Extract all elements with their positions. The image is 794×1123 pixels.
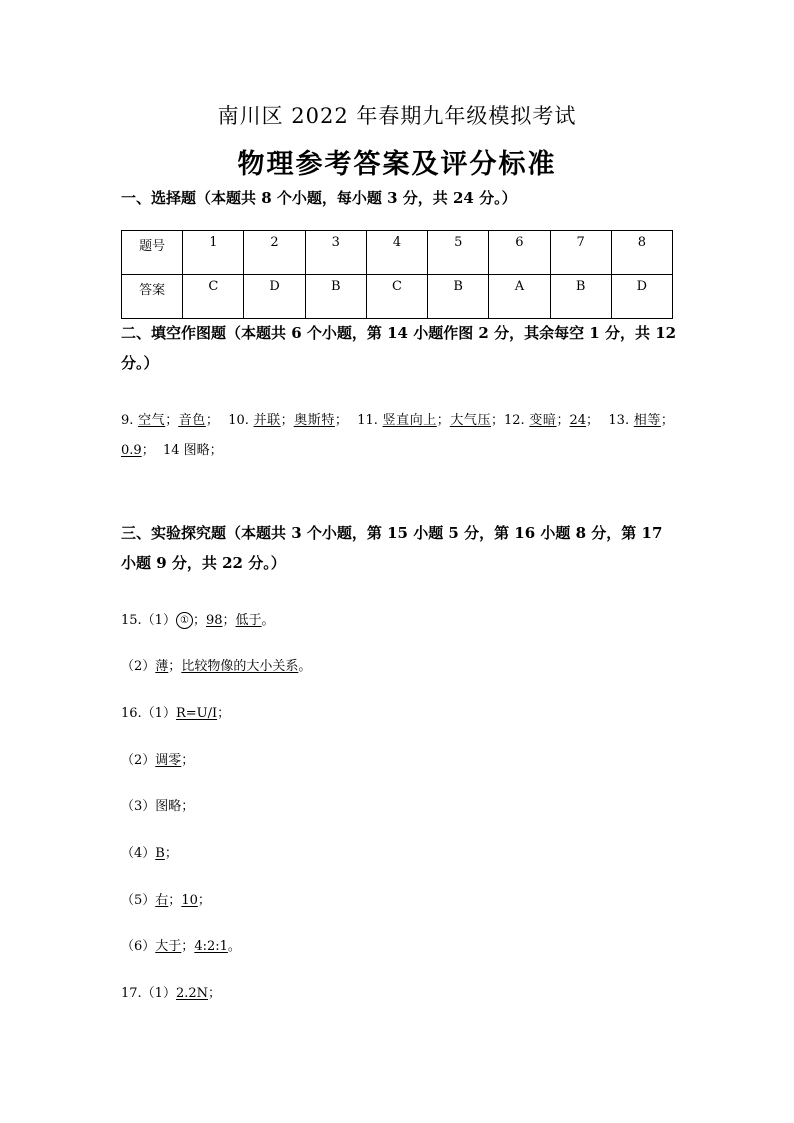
q16-6-label: （6） (121, 939, 156, 954)
table-cell: 8 (611, 231, 672, 275)
section3-heading: 三、实验探究题（本题共 3 个小题，第 15 小题 5 分，第 16 小题 8 分，第 17 小题 9 分，共 22 分。） (121, 524, 663, 572)
q16-part4: （4）B； (121, 846, 178, 861)
q17-part1: 17.（1）2.2N； (121, 986, 222, 1001)
q15-1-answer-c: 低于 (235, 613, 262, 628)
q13-answer-2: 0.9 (121, 443, 142, 458)
q12-answer-1: 变暗 (529, 413, 557, 428)
table-cell: C (183, 275, 244, 319)
q10-answer-2: 奥斯特 (293, 413, 335, 428)
q16-part5: （5）右；10； (121, 893, 211, 908)
table-cell: 3 (305, 231, 366, 275)
q15-part1: 15.（1） ① ；98；低于。 (121, 613, 275, 628)
q9-number: 9. (121, 413, 134, 428)
q11-answer-2: 大气压 (449, 413, 491, 428)
exam-title: 南川区 2022 年春期九年级模拟考试 (217, 104, 577, 128)
answer-key-title: 物理参考答案及评分标准 (237, 149, 557, 180)
table-cell: B (305, 275, 366, 319)
q16-part2: （2）调零； (121, 753, 195, 768)
answer-table (121, 230, 673, 319)
q16-part1: 16.（1）R=U/I； (121, 706, 231, 721)
table-cell: 4 (366, 231, 427, 275)
q13-answer-1: 相等 (633, 413, 661, 428)
table-cell: B (550, 275, 611, 319)
q13-number: 13. (608, 413, 630, 428)
row-label-number: 题号 (122, 231, 183, 275)
q16-1-label: 16.（1） (121, 706, 176, 721)
section1-heading: 一、选择题（本题共 8 个小题，每小题 3 分，共 24 分。） (121, 189, 517, 207)
q15-1-label: 15.（1） (121, 613, 176, 628)
q15-2-answer-b: 比较物像的大小关系 (181, 659, 299, 674)
q16-2-answer: 调零 (155, 753, 182, 768)
q16-part6: （6）大于；4:2:1。 (121, 939, 241, 954)
table-row-answers (122, 275, 673, 319)
q12-number: 12. (504, 413, 525, 428)
table-row-numbers (122, 231, 673, 275)
table-cell: 7 (550, 231, 611, 275)
q16-4-label: （4） (121, 846, 156, 861)
table-cell: D (244, 275, 305, 319)
table-cell: A (489, 275, 550, 319)
q17-1-answer: 2.2N (175, 986, 209, 1001)
table-cell: B (428, 275, 489, 319)
q17-1-label: 17.（1） (121, 986, 176, 1001)
q15-1-answer-b: 98 (205, 613, 223, 628)
q12-answer-2: 24 (569, 413, 587, 428)
table-cell: C (366, 275, 427, 319)
section2-answers: 9. 空气；音色； 10. 并联；奥斯特； 11. 竖直向上；大气压；12. 变暗；24； 13. 相等；0.9； 14 图略； (121, 413, 674, 458)
q16-6-answer-b: 4:2:1 (194, 939, 228, 954)
table-cell: 1 (183, 231, 244, 275)
q15-2-label: （2） (121, 659, 156, 674)
table-cell: 6 (489, 231, 550, 275)
q11-number: 11. (357, 413, 378, 428)
q16-5-answer-a: 右 (155, 893, 169, 908)
q15-part2: （2）薄；比较物像的大小关系。 (121, 659, 312, 674)
q16-5-label: （5） (121, 893, 156, 908)
q10-answer-1: 并联 (253, 413, 281, 428)
q16-4-answer: B (155, 846, 165, 861)
q9-answer-1: 空气 (138, 413, 166, 428)
section2-heading: 二、填空作图题（本题共 6 个小题，第 14 小题作图 2 分，其余每空 1 分，共 12 分。） (121, 324, 677, 372)
table-cell: 2 (244, 231, 305, 275)
q9-answer-2: 音色 (178, 413, 206, 428)
table-cell: D (611, 275, 672, 319)
q11-answer-1: 竖直向上 (382, 413, 437, 428)
q16-5-answer-b: 10 (181, 893, 198, 908)
q14-note: 14 图略； (162, 443, 223, 458)
q16-part3: （3）图略； (121, 799, 195, 814)
q15-2-answer-a: 薄 (155, 659, 169, 674)
row-label-answer: 答案 (122, 275, 183, 319)
table-cell: 5 (428, 231, 489, 275)
q10-number: 10. (228, 413, 249, 428)
q16-1-answer: R=U/I (175, 706, 218, 721)
q16-6-answer-a: 大于 (155, 939, 182, 954)
q15-1-answer-a: ① (176, 612, 193, 629)
q16-2-label: （2） (121, 753, 156, 768)
